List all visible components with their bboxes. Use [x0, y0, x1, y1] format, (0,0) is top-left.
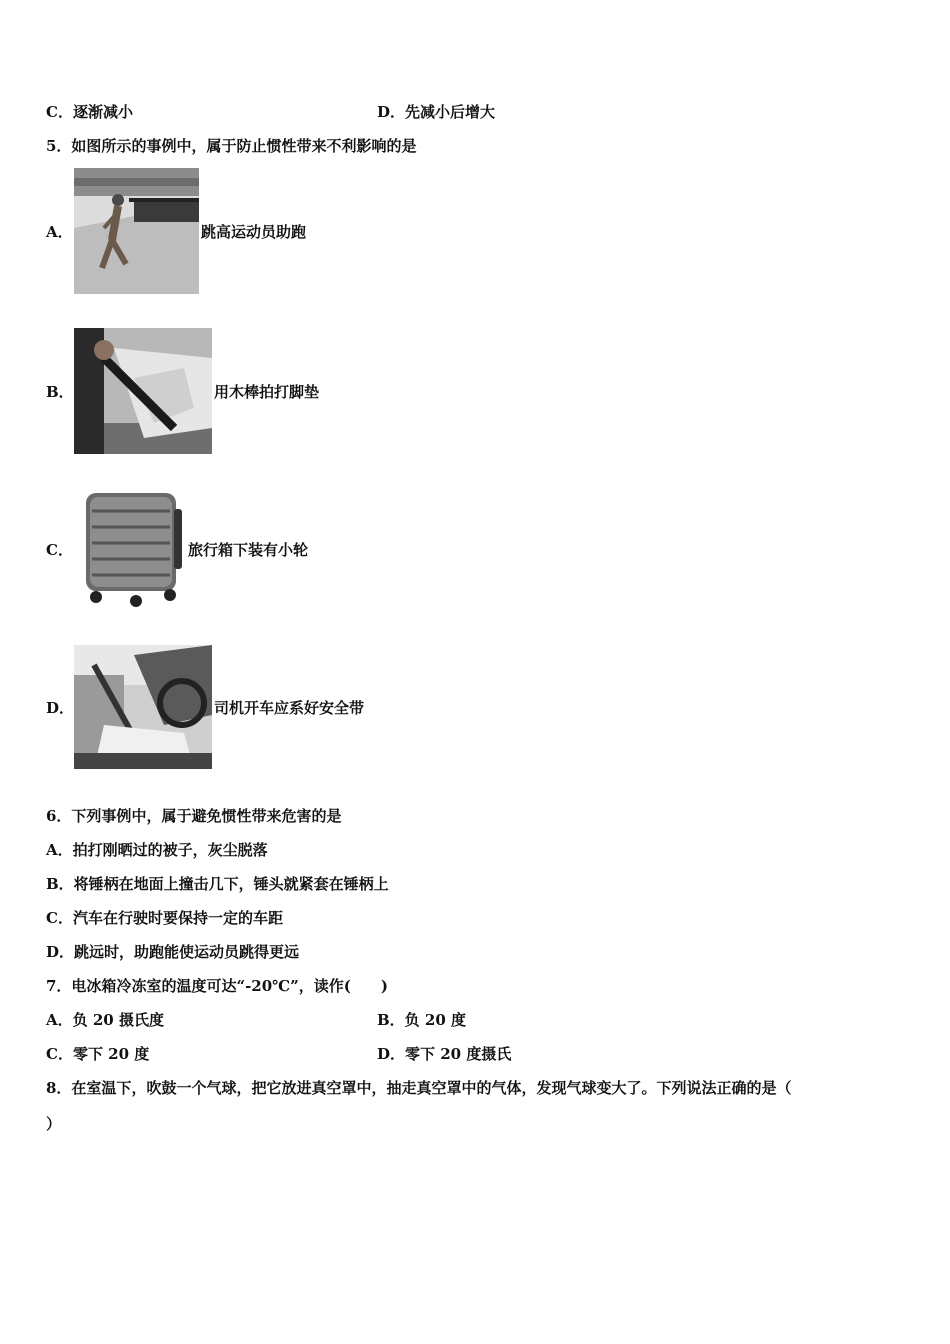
- prev-option-d: D．先减小后增大: [377, 103, 496, 121]
- q6-option-c: C．汽车在行驶时要保持一定的车距: [46, 909, 283, 927]
- q6-option-d: D．跳远时，助跑能使运动员跳得更远: [46, 943, 300, 961]
- seatbelt-photo-icon: [74, 645, 212, 769]
- option-text: 司机开车应系好安全带: [214, 698, 365, 717]
- q7-option-c: C．零下 20 度: [46, 1045, 150, 1063]
- question-5-stem: 5．如图所示的事例中，属于防止惯性带来不利影响的是: [46, 137, 417, 155]
- option-letter: B．: [46, 382, 74, 401]
- option-letter: A．: [46, 222, 73, 241]
- beating-mat-photo-icon: [74, 328, 212, 454]
- q7-option-d: D．零下 20 度摄氏: [377, 1045, 512, 1063]
- option-text: 跳高运动员助跑: [201, 222, 307, 241]
- question-8-stem: 8．在室温下，吹鼓一个气球，把它放进真空罩中，抽走真空罩中的气体，发现气球变大了。下列说法正确的是（: [46, 1079, 792, 1097]
- suitcase-photo-icon: [74, 489, 186, 609]
- q7-option-a: A．负 20 摄氏度: [46, 1011, 164, 1029]
- high-jump-photo-icon: [74, 168, 199, 294]
- option-letter: D．: [46, 698, 75, 717]
- q5-option-c: [46, 489, 308, 609]
- question-7-stem: 7．电冰箱冷冻室的温度可达“-20℃”，读作( ): [46, 977, 388, 995]
- option-text: 用木棒拍打脚垫: [214, 382, 320, 401]
- option-text: 旅行箱下装有小轮: [188, 540, 309, 559]
- option-letter: C．: [46, 540, 73, 559]
- question-8-stem-end: ）: [46, 1115, 62, 1133]
- q7-option-b: B．负 20 度: [377, 1011, 466, 1029]
- question-6-stem: 6．下列事例中，属于避免惯性带来危害的是: [46, 807, 342, 825]
- q6-option-a: A．拍打刚晒过的被子，灰尘脱落: [46, 841, 268, 859]
- q5-option-d: [46, 645, 364, 769]
- prev-option-c: C．逐渐减小: [46, 103, 133, 121]
- q5-option-a: [46, 168, 306, 294]
- q6-option-b: B．将锤柄在地面上撞击几下，锤头就紧套在锤柄上: [46, 875, 389, 893]
- q5-option-b: [46, 328, 319, 454]
